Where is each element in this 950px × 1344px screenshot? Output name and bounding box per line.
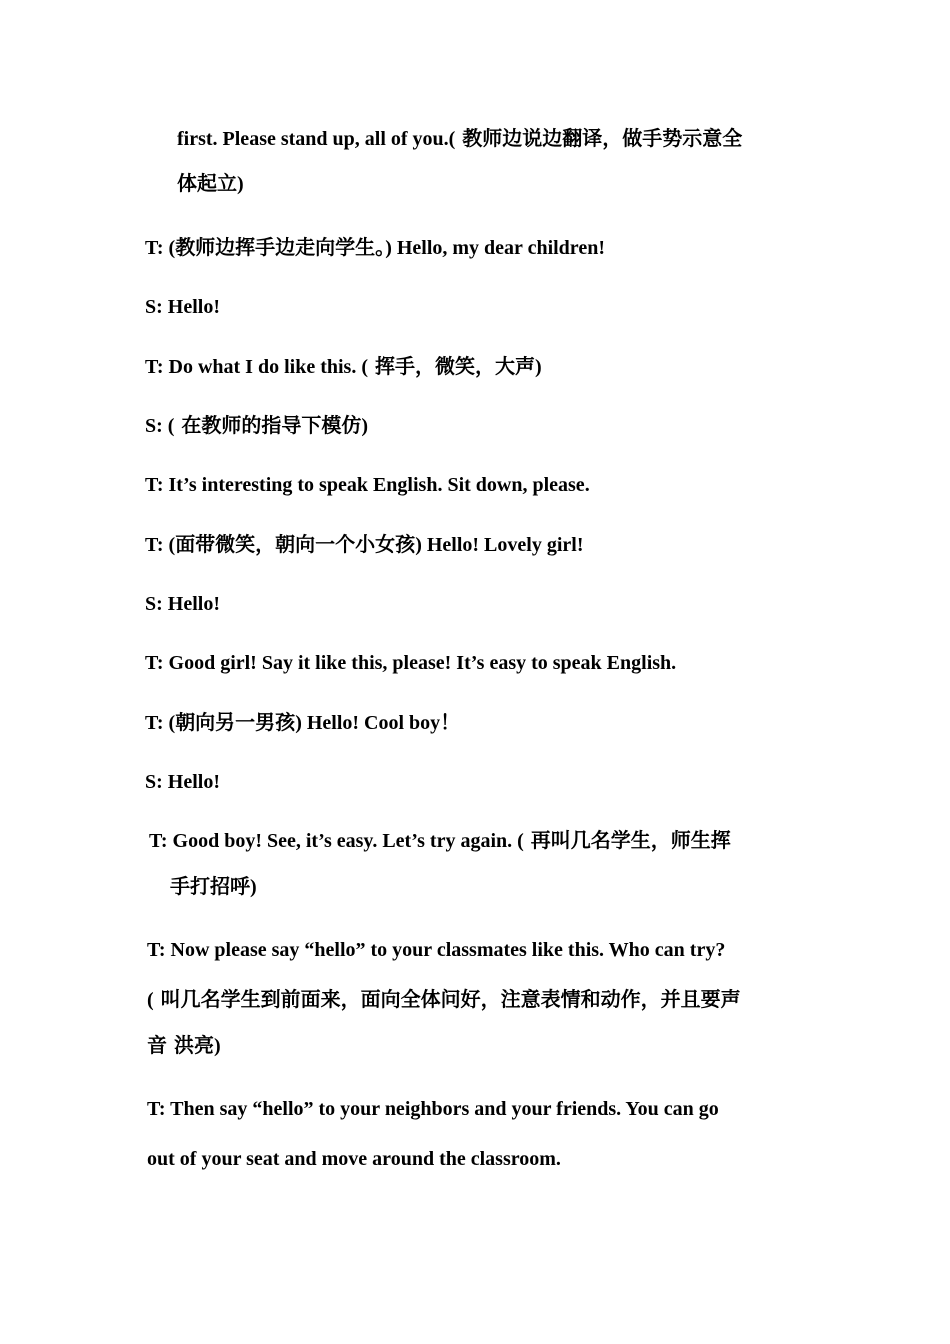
line-10 (145, 649, 676, 676)
line-1-zh: 教师边说边翻译，做手势示意全 (455, 126, 743, 150)
line-10-en: T: Good girl! Say it like this, please! It’s easy to speak English. (145, 652, 677, 674)
line-3 (145, 234, 605, 261)
line-15 (147, 936, 725, 963)
line-11 (145, 709, 460, 736)
line-3-zh: 教师边挥手边走向学生。 (175, 235, 386, 259)
line-14-tail: ) (250, 876, 257, 898)
line-2-zh: 体起立 (177, 171, 237, 195)
line-13-zh: 再叫几名学生，师生挥 (523, 828, 731, 852)
line-2 (177, 170, 244, 197)
line-5-tail: ) (534, 356, 542, 378)
line-6 (145, 412, 368, 439)
line-18 (147, 1095, 719, 1122)
line-15-en: T: Now please say “hello” to your classmates like this. Who can try? (147, 939, 726, 961)
line-6-zh: 在教师的指导下模仿 (174, 413, 362, 437)
line-9-en: S: Hello! (145, 593, 220, 615)
line-16-en: ( (147, 989, 154, 1011)
line-4-en: S: Hello! (145, 296, 220, 318)
line-7 (145, 471, 590, 498)
line-5-zh: 挥手，微笑，大声 (368, 354, 535, 378)
line-3-en: T: ( (145, 237, 176, 259)
line-8 (145, 531, 583, 558)
line-16-zh: 叫几名学生到前面来，面向全体问好，注意表情和动作，并且要声 (153, 987, 741, 1011)
line-13-en: T: Good boy! See, it’s easy. Let’s try again. ( (149, 830, 524, 852)
line-2-tail: ) (237, 173, 244, 195)
line-5-en: T: Do what I do like this. ( (145, 356, 368, 378)
line-17-tail: ) (213, 1035, 221, 1057)
line-5 (145, 353, 542, 380)
line-11-en: T: ( (145, 712, 176, 734)
line-6-en: S: ( (145, 415, 175, 437)
line-14 (170, 873, 257, 900)
line-19-en: out of your seat and move around the classroom. (147, 1148, 561, 1170)
line-17 (147, 1032, 221, 1059)
line-8-en: T: ( (145, 534, 176, 556)
line-14-zh: 手打招呼 (170, 874, 250, 898)
line-7-en: T: It’s interesting to speak English. Sit down, please. (145, 474, 590, 496)
line-9 (145, 590, 220, 617)
line-12 (145, 768, 220, 795)
line-1 (177, 125, 742, 152)
line-4 (145, 293, 220, 320)
line-19 (147, 1145, 561, 1172)
line-8-zh: 面带微笑，朝向一个小女孩 (175, 532, 416, 556)
line-6-tail: ) (361, 415, 369, 437)
line-8-tail: ) Hello! Lovely girl! (415, 534, 584, 556)
line-3-tail: ) Hello, my dear children! (385, 237, 605, 259)
line-11-tail: ) Hello! Cool boy！ (295, 712, 461, 734)
line-11-zh: 朝向另一男孩 (175, 710, 296, 734)
line-12-en: S: Hello! (145, 771, 220, 793)
line-16 (147, 986, 741, 1013)
line-13 (149, 827, 731, 854)
line-17-zh: 音 洪亮 (147, 1033, 214, 1057)
line-18-en: T: Then say “hello” to your neighbors and your friends. You can go (147, 1098, 719, 1120)
line-1-en: first. Please stand up, all of you.( (177, 128, 456, 150)
